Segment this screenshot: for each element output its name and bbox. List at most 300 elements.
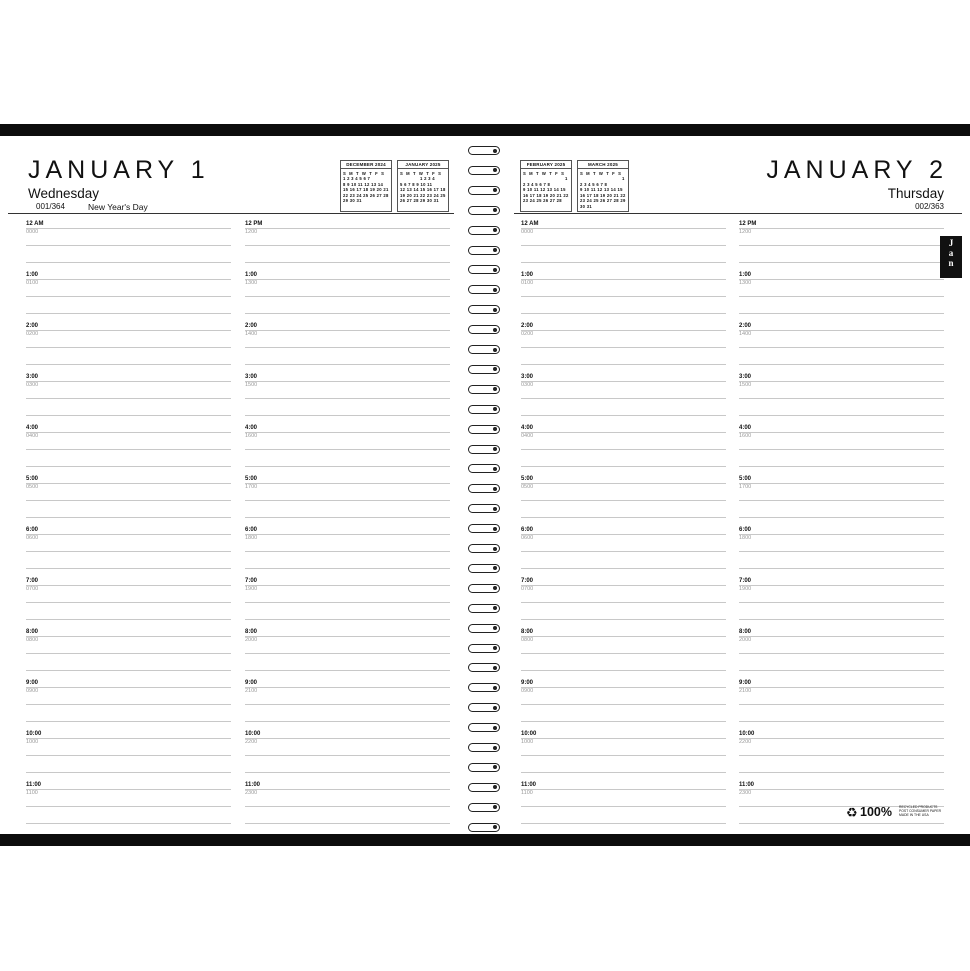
- time-slot[interactable]: [26, 373, 231, 424]
- military-time-label: 0100: [26, 280, 39, 286]
- military-time-label: 1600: [245, 433, 258, 439]
- writing-line: [521, 364, 726, 365]
- punch-hole: [493, 666, 497, 670]
- military-time-label: 2300: [245, 790, 258, 796]
- hour-label: 2:00: [521, 323, 534, 329]
- time-slot[interactable]: [739, 373, 944, 424]
- top-binding-band: [0, 124, 970, 136]
- hour-label: 5:00: [739, 476, 752, 482]
- mini-calendar-january: [397, 160, 449, 212]
- spiral-binding: [462, 136, 506, 834]
- hour-label: 11:00: [245, 782, 261, 788]
- time-slot[interactable]: [245, 679, 450, 730]
- writing-line: [739, 381, 944, 382]
- military-time-label: 1300: [245, 280, 258, 286]
- writing-line: [521, 262, 726, 263]
- right-page-weekday: Thursday: [887, 186, 944, 201]
- writing-line: [521, 806, 726, 807]
- hour-label: 3:00: [521, 374, 534, 380]
- time-slot[interactable]: [245, 271, 450, 322]
- time-slot[interactable]: [521, 373, 726, 424]
- time-slot[interactable]: [521, 577, 726, 628]
- writing-line: [739, 313, 944, 314]
- military-time-label: 0000: [521, 229, 534, 235]
- punch-hole: [493, 547, 497, 551]
- military-time-label: 0900: [521, 688, 534, 694]
- spiral-coil: [468, 703, 500, 712]
- writing-line: [521, 381, 726, 382]
- hour-label: 3:00: [245, 374, 258, 380]
- hour-label: 3:00: [26, 374, 39, 380]
- writing-line: [26, 653, 231, 654]
- time-slot[interactable]: [739, 271, 944, 322]
- time-slot[interactable]: [739, 577, 944, 628]
- military-time-label: 0600: [26, 535, 39, 541]
- military-time-label: 0600: [521, 535, 534, 541]
- military-time-label: 0500: [26, 484, 39, 490]
- hour-label: 12 AM: [521, 221, 539, 227]
- writing-line: [26, 636, 231, 637]
- time-slot[interactable]: [26, 730, 231, 781]
- time-slot[interactable]: [521, 424, 726, 475]
- writing-line: [245, 687, 450, 688]
- spiral-coil: [468, 385, 500, 394]
- writing-line: [26, 330, 231, 331]
- hour-label: 7:00: [245, 578, 258, 584]
- writing-line: [521, 466, 726, 467]
- spiral-coil: [468, 464, 500, 473]
- spiral-coil: [468, 206, 500, 215]
- left-page-date: JANUARY 1: [28, 156, 210, 184]
- writing-line: [521, 704, 726, 705]
- writing-line: [521, 313, 726, 314]
- time-slot[interactable]: [521, 271, 726, 322]
- writing-line: [521, 653, 726, 654]
- recycled-line-1: RECYCLED PRODUCTS: [899, 805, 938, 809]
- writing-line: [26, 279, 231, 280]
- time-slot[interactable]: [26, 577, 231, 628]
- punch-hole: [493, 149, 497, 153]
- military-time-label: 1700: [739, 484, 752, 490]
- writing-line: [26, 704, 231, 705]
- writing-line: [26, 670, 231, 671]
- writing-line: [739, 245, 944, 246]
- hour-label: 10:00: [26, 731, 42, 737]
- writing-line: [739, 483, 944, 484]
- left-pm-column: [245, 220, 450, 832]
- military-time-label: 2100: [739, 688, 752, 694]
- mini-calendar-week: 23 24 25 26 27 28: [523, 198, 562, 204]
- writing-line: [245, 347, 450, 348]
- writing-line: [739, 687, 944, 688]
- time-slot[interactable]: [245, 577, 450, 628]
- time-slot[interactable]: [521, 730, 726, 781]
- time-slot[interactable]: [521, 679, 726, 730]
- writing-line: [245, 415, 450, 416]
- writing-line: [26, 602, 231, 603]
- mini-calendar-weekdays: S M T W T F S: [580, 171, 622, 176]
- right-pm-column: [739, 220, 944, 832]
- military-time-label: 1600: [739, 433, 752, 439]
- right-page: [506, 136, 970, 834]
- time-slot[interactable]: [521, 220, 726, 271]
- mini-calendar-week: 2 3 4 5 6 7 8: [580, 181, 608, 187]
- writing-line: [739, 517, 944, 518]
- spiral-coil: [468, 823, 500, 832]
- spiral-coil: [468, 604, 500, 613]
- writing-line: [245, 398, 450, 399]
- military-time-label: 1000: [26, 739, 39, 745]
- writing-line: [245, 653, 450, 654]
- hour-label: 8:00: [26, 629, 39, 635]
- writing-line: [245, 279, 450, 280]
- military-time-label: 2300: [739, 790, 752, 796]
- spiral-coil: [468, 305, 500, 314]
- writing-line: [245, 721, 450, 722]
- writing-line: [521, 602, 726, 603]
- writing-line: [245, 330, 450, 331]
- spiral-coil: [468, 564, 500, 573]
- military-time-label: 2200: [245, 739, 258, 745]
- punch-hole: [493, 308, 497, 312]
- time-slot[interactable]: [26, 526, 231, 577]
- mini-calendar-week: 26 27 28 29 30 31: [400, 198, 439, 204]
- writing-line: [739, 432, 944, 433]
- writing-line: [521, 687, 726, 688]
- writing-line: [245, 551, 450, 552]
- military-time-label: 1700: [245, 484, 258, 490]
- writing-line: [245, 636, 450, 637]
- hour-label: 2:00: [245, 323, 258, 329]
- writing-line: [739, 670, 944, 671]
- hour-label: 10:00: [521, 731, 537, 737]
- writing-line: [26, 483, 231, 484]
- mini-calendar-week: 16 17 18 19 20 21 22: [580, 192, 626, 198]
- writing-line: [739, 653, 944, 654]
- writing-line: [739, 636, 944, 637]
- spiral-coil: [468, 683, 500, 692]
- military-time-label: 2000: [245, 637, 258, 643]
- writing-line: [26, 415, 231, 416]
- spiral-coil: [468, 803, 500, 812]
- writing-line: [739, 534, 944, 535]
- writing-line: [739, 398, 944, 399]
- mini-calendar-week: 19 20 21 22 23 24 25: [400, 192, 446, 198]
- left-page-day-count: 001/364: [36, 202, 65, 211]
- time-slot[interactable]: [245, 526, 450, 577]
- writing-line: [521, 483, 726, 484]
- spiral-coil: [468, 783, 500, 792]
- time-slot[interactable]: [26, 628, 231, 679]
- writing-line: [26, 466, 231, 467]
- writing-line: [26, 262, 231, 263]
- writing-line: [739, 228, 944, 229]
- writing-line: [26, 347, 231, 348]
- writing-line: [739, 551, 944, 552]
- military-time-label: 0900: [26, 688, 39, 694]
- time-slot[interactable]: [521, 628, 726, 679]
- writing-line: [521, 585, 726, 586]
- time-slot[interactable]: [739, 424, 944, 475]
- punch-hole: [493, 706, 497, 710]
- time-slot[interactable]: [26, 781, 231, 832]
- spiral-coil: [468, 325, 500, 334]
- writing-line: [739, 449, 944, 450]
- spiral-coil: [468, 484, 500, 493]
- writing-line: [521, 636, 726, 637]
- military-time-label: 1200: [245, 229, 258, 235]
- writing-line: [245, 585, 450, 586]
- spiral-coil: [468, 285, 500, 294]
- hour-label: 1:00: [521, 272, 534, 278]
- time-slot[interactable]: [739, 322, 944, 373]
- left-am-column: [26, 220, 231, 832]
- writing-line: [245, 228, 450, 229]
- mini-calendar-week: 22 23 24 25 26 27 28: [343, 192, 389, 198]
- writing-line: [26, 755, 231, 756]
- writing-line: [521, 347, 726, 348]
- right-page-date: JANUARY 2: [766, 156, 948, 184]
- military-time-label: 1300: [739, 280, 752, 286]
- time-slot[interactable]: [739, 526, 944, 577]
- time-slot[interactable]: [739, 628, 944, 679]
- writing-line: [739, 704, 944, 705]
- military-time-label: 0100: [521, 280, 534, 286]
- writing-line: [26, 517, 231, 518]
- time-slot[interactable]: [26, 220, 231, 271]
- writing-line: [26, 585, 231, 586]
- writing-line: [739, 347, 944, 348]
- time-slot[interactable]: [739, 679, 944, 730]
- writing-line: [739, 466, 944, 467]
- right-am-column: [521, 220, 726, 832]
- writing-line: [26, 738, 231, 739]
- hour-label: 6:00: [26, 527, 39, 533]
- writing-line: [521, 415, 726, 416]
- writing-line: [739, 568, 944, 569]
- writing-line: [245, 568, 450, 569]
- writing-line: [521, 823, 726, 824]
- military-time-label: 1500: [739, 382, 752, 388]
- writing-line: [26, 619, 231, 620]
- mini-calendar-week: 23 24 25 26 27 28 29: [580, 198, 626, 204]
- military-time-label: 0800: [521, 637, 534, 643]
- hour-label: 11:00: [521, 782, 537, 788]
- mini-calendar-week: 9 10 11 12 13 14 15: [523, 187, 566, 193]
- left-header-rule: [8, 213, 454, 214]
- military-time-label: 1900: [739, 586, 752, 592]
- time-slot[interactable]: [245, 475, 450, 526]
- punch-hole: [493, 527, 497, 531]
- recycled-paper-logo: [846, 805, 942, 821]
- hour-label: 9:00: [521, 680, 534, 686]
- time-slot[interactable]: [26, 679, 231, 730]
- hour-label: 6:00: [245, 527, 258, 533]
- time-slot[interactable]: [245, 781, 450, 832]
- mini-calendar-weekdays: S M T W T F S: [400, 171, 442, 176]
- writing-line: [245, 245, 450, 246]
- punch-hole: [493, 328, 497, 332]
- time-slot[interactable]: [26, 424, 231, 475]
- writing-line: [26, 823, 231, 824]
- time-slot[interactable]: [739, 475, 944, 526]
- writing-line: [521, 568, 726, 569]
- mini-calendar-week: 16 17 18 19 20 21 22: [523, 192, 569, 198]
- punch-hole: [493, 467, 497, 471]
- time-slot[interactable]: [245, 628, 450, 679]
- military-time-label: 0400: [521, 433, 534, 439]
- writing-line: [245, 738, 450, 739]
- spiral-coil: [468, 584, 500, 593]
- writing-line: [245, 755, 450, 756]
- hour-label: 4:00: [739, 425, 752, 431]
- hour-label: 9:00: [739, 680, 752, 686]
- writing-line: [521, 296, 726, 297]
- spiral-coil: [468, 186, 500, 195]
- time-slot[interactable]: [245, 730, 450, 781]
- hour-label: 1:00: [245, 272, 258, 278]
- writing-line: [245, 806, 450, 807]
- punch-hole: [493, 447, 497, 451]
- military-time-label: 1100: [26, 790, 38, 796]
- time-slot[interactable]: [739, 730, 944, 781]
- writing-line: [245, 296, 450, 297]
- mini-calendar-week: 8 9 10 11 12 13 14: [343, 181, 384, 187]
- military-time-label: 1100: [521, 790, 533, 796]
- mini-calendar-december: [340, 160, 392, 212]
- hour-label: 3:00: [739, 374, 752, 380]
- punch-hole: [493, 268, 497, 272]
- writing-line: [521, 245, 726, 246]
- time-slot[interactable]: [245, 424, 450, 475]
- writing-line: [26, 398, 231, 399]
- hour-label: 5:00: [26, 476, 39, 482]
- time-slot[interactable]: [521, 322, 726, 373]
- writing-line: [521, 500, 726, 501]
- time-slot[interactable]: [26, 475, 231, 526]
- writing-line: [521, 772, 726, 773]
- time-slot[interactable]: [245, 220, 450, 271]
- hour-label: 12 PM: [245, 221, 263, 227]
- time-slot[interactable]: [521, 781, 726, 832]
- writing-line: [521, 534, 726, 535]
- writing-line: [26, 449, 231, 450]
- writing-line: [739, 721, 944, 722]
- writing-line: [245, 449, 450, 450]
- writing-line: [521, 432, 726, 433]
- writing-line: [739, 585, 944, 586]
- mini-calendar-week: 30 31: [580, 203, 592, 209]
- mini-calendar-week: 2 3 4 5 6 7 8: [523, 181, 551, 187]
- time-slot[interactable]: [26, 271, 231, 322]
- military-time-label: 0800: [26, 637, 39, 643]
- hour-label: 5:00: [245, 476, 258, 482]
- writing-line: [245, 262, 450, 263]
- writing-line: [521, 755, 726, 756]
- writing-line: [739, 602, 944, 603]
- spiral-coil: [468, 365, 500, 374]
- hour-label: 10:00: [739, 731, 755, 737]
- writing-line: [26, 806, 231, 807]
- writing-line: [245, 432, 450, 433]
- writing-line: [739, 619, 944, 620]
- recycled-percent: 100%: [860, 805, 892, 819]
- hour-label: 7:00: [521, 578, 534, 584]
- military-time-label: 0500: [521, 484, 534, 490]
- hour-label: 7:00: [739, 578, 752, 584]
- writing-line: [26, 687, 231, 688]
- punch-hole: [493, 487, 497, 491]
- writing-line: [26, 296, 231, 297]
- military-time-label: 0200: [26, 331, 39, 337]
- time-slot[interactable]: [245, 322, 450, 373]
- hour-label: 9:00: [245, 680, 258, 686]
- month-tab-letter: J: [948, 238, 954, 248]
- mini-calendar-week: 1: [565, 176, 568, 181]
- military-time-label: 1400: [245, 331, 258, 337]
- spiral-coil: [468, 166, 500, 175]
- time-slot[interactable]: [521, 475, 726, 526]
- hour-label: 8:00: [739, 629, 752, 635]
- mini-calendar-title: MARCH 2025: [578, 161, 628, 169]
- military-time-label: 1000: [521, 739, 534, 745]
- hour-label: 6:00: [739, 527, 752, 533]
- writing-line: [26, 432, 231, 433]
- punch-hole: [493, 507, 497, 511]
- spiral-coil: [468, 265, 500, 274]
- military-time-label: 1800: [739, 535, 752, 541]
- time-slot[interactable]: [521, 526, 726, 577]
- mini-calendar-week: 5 6 7 8 9 10 11: [400, 181, 433, 187]
- mini-calendar-week: 9 10 11 12 13 14 15: [580, 187, 623, 193]
- writing-line: [521, 228, 726, 229]
- mini-calendar-week: 1: [622, 176, 625, 181]
- mini-calendar-week: 1 2 3 4 5 6 7: [343, 176, 371, 181]
- spiral-coil: [468, 425, 500, 434]
- hour-label: 12 PM: [739, 221, 757, 227]
- writing-line: [739, 823, 944, 824]
- spiral-coil: [468, 246, 500, 255]
- month-tab[interactable]: [940, 236, 962, 278]
- writing-line: [521, 789, 726, 790]
- time-slot[interactable]: [26, 322, 231, 373]
- mini-calendar-title: JANUARY 2025: [398, 161, 448, 169]
- punch-hole: [493, 348, 497, 352]
- mini-calendar-title: FEBRUARY 2025: [521, 161, 571, 169]
- recycle-icon: ♻: [846, 805, 858, 820]
- military-time-label: 1900: [245, 586, 258, 592]
- military-time-label: 1200: [739, 229, 752, 235]
- mini-calendar-week: 29 30 31: [343, 198, 362, 204]
- hour-label: 8:00: [245, 629, 258, 635]
- bottom-binding-band: [0, 834, 970, 846]
- hour-label: 12 AM: [26, 221, 44, 227]
- writing-line: [245, 670, 450, 671]
- writing-line: [245, 619, 450, 620]
- hour-label: 1:00: [26, 272, 39, 278]
- writing-line: [245, 534, 450, 535]
- time-slot[interactable]: [739, 220, 944, 271]
- spiral-coil: [468, 743, 500, 752]
- writing-line: [26, 772, 231, 773]
- left-page: [0, 136, 462, 834]
- time-slot[interactable]: [245, 373, 450, 424]
- military-time-label: 0400: [26, 433, 39, 439]
- punch-hole: [493, 248, 497, 252]
- writing-line: [739, 262, 944, 263]
- punch-hole: [493, 686, 497, 690]
- spiral-coil: [468, 644, 500, 653]
